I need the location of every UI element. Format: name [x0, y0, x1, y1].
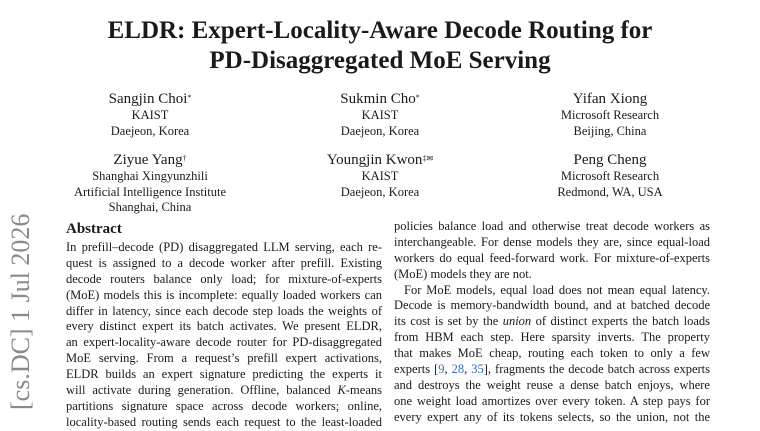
author-1	[265, 90, 495, 139]
paper-title-line-1: ELDR: Expert-Locality-Aware Decode Routing for	[107, 17, 653, 44]
author-affiliation: KAIST	[131, 108, 169, 122]
author-affiliation: Redmond, WA, USA	[557, 184, 663, 199]
text-line: (MoE) models they are not.	[394, 266, 532, 281]
author-mark: ‡✉	[422, 154, 434, 163]
author-affiliation: Shanghai, China	[108, 200, 192, 214]
text-line: locality-based routing sends each request to the least-loaded	[66, 414, 382, 429]
text-line: workers do equal feed-forward work. For mixture-of-experts	[394, 250, 710, 265]
text-line: will activate during generation. Offline, balanced K-means	[66, 383, 382, 398]
author-5	[495, 151, 725, 200]
abstract-heading: Abstract	[66, 221, 122, 237]
author-2	[495, 90, 725, 139]
author-affiliation: Microsoft Research	[560, 169, 660, 183]
text-line: experts [9, 28, 35], fragments the decode batch across experts	[394, 362, 711, 377]
text-line: decode routers balance only load; for mixture-of-experts	[66, 271, 382, 286]
text-line: an expert-locality-aware decode router for PD-disaggregated	[66, 335, 382, 350]
author-name: Ziyue Yang†	[113, 152, 187, 168]
author-3	[35, 151, 265, 216]
author-name: Sukmin Cho*	[340, 91, 420, 107]
author-affiliation: KAIST	[361, 108, 399, 122]
author-affiliation: Daejeon, Korea	[340, 123, 420, 138]
author-name: Sangjin Choi*	[108, 91, 192, 107]
author-mark: †	[182, 154, 187, 163]
author-affiliation: KAIST	[361, 169, 399, 183]
text-line: quest is assigned to a decode worker after prefill. Existing	[66, 255, 382, 270]
author-mark: *	[415, 93, 420, 102]
text-line: In prefill–decode (PD) disaggregated LLM serving, each re-	[66, 240, 382, 254]
author-affiliation: Daejeon, Korea	[340, 184, 420, 199]
text-line: every expert any of its tokens selects, so the union, not the	[394, 409, 710, 424]
text-line: its cost is set by the union of distinct experts the batch loads	[394, 314, 710, 329]
author-affiliation: Artificial Intelligence Institute	[73, 184, 227, 199]
author-name: Youngjin Kwon‡✉	[326, 152, 434, 168]
author-0	[35, 90, 265, 139]
text-line: MoE serving. From a request’s prefill expert activations,	[66, 351, 382, 366]
author-affiliation: Beijing, China	[573, 123, 647, 138]
author-affiliation: Daejeon, Korea	[110, 123, 190, 138]
paper-title-line-2: PD-Disaggregated MoE Serving	[209, 47, 551, 74]
text-line: Decode is memory-bandwidth bound, and at batched decode	[394, 298, 710, 313]
text-line: that makes MoE cheap, routing each token to only a few	[394, 346, 710, 361]
abstract-text	[66, 240, 382, 431]
body-text	[394, 219, 710, 426]
text-line: and destroys the weight reuse a dense batch enjoys, where	[394, 377, 710, 392]
author-4	[265, 151, 495, 200]
text-line: ELDR builds an expert signature predicting the experts it	[66, 367, 382, 382]
text-line: differ in latency, since each decode step loads the weights of	[66, 303, 382, 318]
text-line: For MoE models, equal load does not mean equal latency.	[404, 282, 710, 297]
author-mark: *	[187, 93, 192, 102]
text-line: (MoE) models this is incomplete: equally loaded workers can	[66, 287, 382, 302]
author-affiliation: Microsoft Research	[560, 108, 660, 122]
author-name: Yifan Xiong	[572, 91, 648, 107]
text-line: every distinct expert its batch activates. We present ELDR,	[66, 319, 382, 334]
author-affiliation: Shanghai Xingyunzhili	[92, 169, 208, 183]
text-line: policies balance load and otherwise treat decode workers as	[394, 219, 710, 233]
text-line: one weight load amortizes over every token. A step pays for	[394, 393, 710, 408]
text-line: interchangeable. For dense models they are, since equal-load	[394, 234, 710, 249]
author-name: Peng Cheng	[573, 152, 647, 168]
text-line: partitions signature space across decode workers; online,	[66, 398, 382, 413]
arxiv-stamp: [cs.DC] 1 Jul 2026	[6, 213, 35, 410]
text-line: from HBM each step. Here sparsity inverts. The property	[394, 330, 710, 345]
